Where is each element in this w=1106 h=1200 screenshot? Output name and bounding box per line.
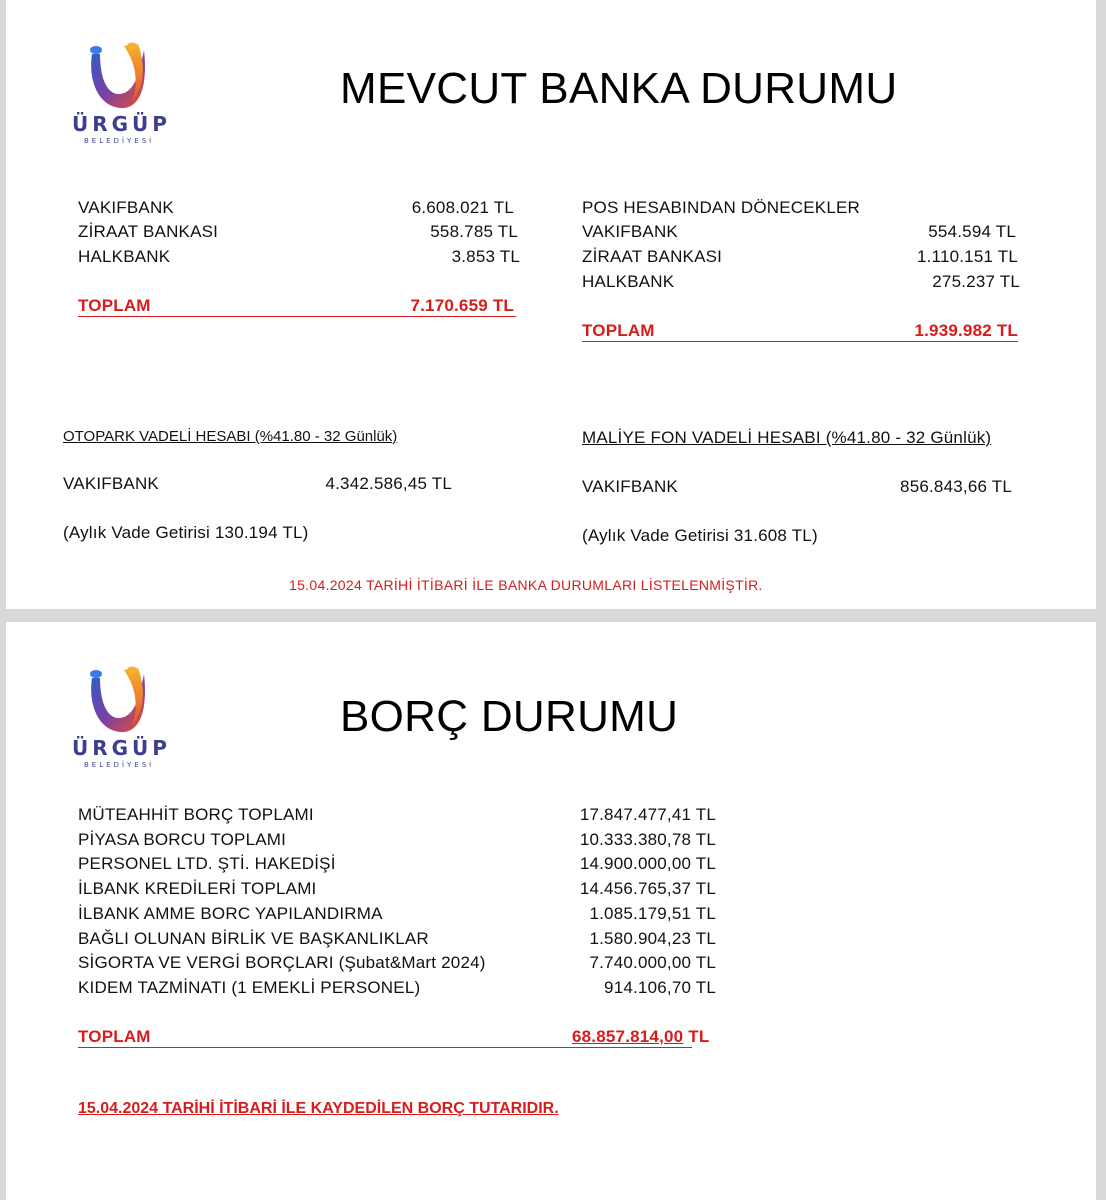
pos-heading: POS HESABINDAN DÖNECEKLER xyxy=(582,198,861,217)
deposit-amount: 856.843,66 TL xyxy=(900,477,1012,496)
deposit-amount: 4.342.586,45 TL xyxy=(325,474,452,493)
pos-row-value: 1.110.151 TL xyxy=(916,247,1018,266)
debt-row-value: 1.580.904,23 TL xyxy=(589,929,716,948)
page-title: MEVCUT BANKA DURUMU xyxy=(340,64,898,113)
pos-row-value: 275.237 TL xyxy=(932,272,1020,291)
maliye-deposit-heading: MALİYE FON VADELİ HESABI (%41.80 - 32 Günlük) xyxy=(582,428,992,447)
deposit-monthly-return: (Aylık Vade Getirisi 31.608 TL) xyxy=(582,526,818,545)
bank-footnote: 15.04.2024 TARİHİ İTİBARİ İLE BANKA DURUMLARI LİSTELENMİŞTİR. xyxy=(289,577,763,593)
urgup-logo-icon xyxy=(78,40,168,116)
deposit-monthly-return: (Aylık Vade Getirisi 130.194 TL) xyxy=(63,523,309,542)
logo-wordmark: ÜRGÜP xyxy=(72,736,171,760)
debt-row-label: KIDEM TAZMİNATI (1 EMEKLİ PERSONEL) xyxy=(78,978,421,997)
total-underline xyxy=(582,341,1018,342)
total-underline xyxy=(78,1047,692,1048)
urgup-logo xyxy=(72,40,188,150)
debt-row-value: 914.106,70 TL xyxy=(604,978,716,997)
debt-total-unit: TL xyxy=(688,1027,710,1046)
debt-row-value: 14.900.000,00 TL xyxy=(579,854,716,873)
logo-subtext: BELEDİYESİ xyxy=(84,761,155,769)
debt-total-value xyxy=(572,1027,709,1047)
debt-footnote: 15.04.2024 TARİHİ İTİBARİ İLE KAYDEDİLEN BORÇ TUTARIDIR. xyxy=(78,1100,559,1117)
pos-total-label: TOPLAM xyxy=(582,321,655,340)
pos-row-label: HALKBANK xyxy=(582,272,675,291)
pos-total-value: 1.939.982 TL xyxy=(914,321,1018,340)
bank-row-value: 558.785 TL xyxy=(430,222,518,241)
bank-status-page xyxy=(6,0,1096,609)
debt-row-label: BAĞLI OLUNAN BİRLİK VE BAŞKANLIKLAR xyxy=(78,929,429,948)
debt-row-value: 1.085.179,51 TL xyxy=(589,904,716,923)
debt-total-amount: 68.857.814,00 xyxy=(572,1027,684,1046)
bank-row-value: 6.608.021 TL xyxy=(411,198,514,217)
logo-subtext: BELEDİYESİ xyxy=(84,137,155,145)
otopark-deposit-heading: OTOPARK VADELİ HESABI (%41.80 - 32 Günlük) xyxy=(63,428,398,445)
pos-row-value: 554.594 TL xyxy=(928,222,1016,241)
bank-row-value: 3.853 TL xyxy=(451,247,520,266)
debt-row-label: PİYASA BORCU TOPLAMI xyxy=(78,830,287,849)
debt-row-label: İLBANK KREDİLERİ TOPLAMI xyxy=(78,879,317,898)
urgup-logo-icon xyxy=(78,664,168,740)
debt-row-label: İLBANK AMME BORC YAPILANDIRMA xyxy=(78,904,383,923)
debt-row-value: 14.456.765,37 TL xyxy=(579,879,716,898)
page-title: BORÇ DURUMU xyxy=(340,692,679,741)
bank-row-label: HALKBANK xyxy=(78,247,171,266)
logo-wordmark: ÜRGÜP xyxy=(72,112,171,136)
debt-total-label: TOPLAM xyxy=(78,1027,151,1046)
total-underline xyxy=(78,316,516,317)
pos-row-label: VAKIFBANK xyxy=(582,222,678,241)
bank-row-label: VAKIFBANK xyxy=(78,198,174,217)
debt-row-value: 10.333.380,78 TL xyxy=(579,830,716,849)
debt-row-label: PERSONEL LTD. ŞTİ. HAKEDİŞİ xyxy=(78,854,336,873)
debt-row-label: MÜTEAHHİT BORÇ TOPLAMI xyxy=(78,805,314,824)
bank-total-label: TOPLAM xyxy=(78,296,151,315)
debt-row-value: 17.847.477,41 TL xyxy=(579,805,716,824)
pos-row-label: ZİRAAT BANKASI xyxy=(582,247,723,266)
bank-row-label: ZİRAAT BANKASI xyxy=(78,222,219,241)
bank-total-value: 7.170.659 TL xyxy=(410,296,514,315)
debt-row-value: 7.740.000,00 TL xyxy=(589,953,716,972)
deposit-bank-label: VAKIFBANK xyxy=(63,474,159,493)
deposit-bank-label: VAKIFBANK xyxy=(582,477,678,496)
urgup-logo xyxy=(72,664,188,774)
debt-status-page xyxy=(6,622,1096,1200)
debt-row-label: SİGORTA VE VERGİ BORÇLARI (Şubat&Mart 2024) xyxy=(78,953,486,972)
